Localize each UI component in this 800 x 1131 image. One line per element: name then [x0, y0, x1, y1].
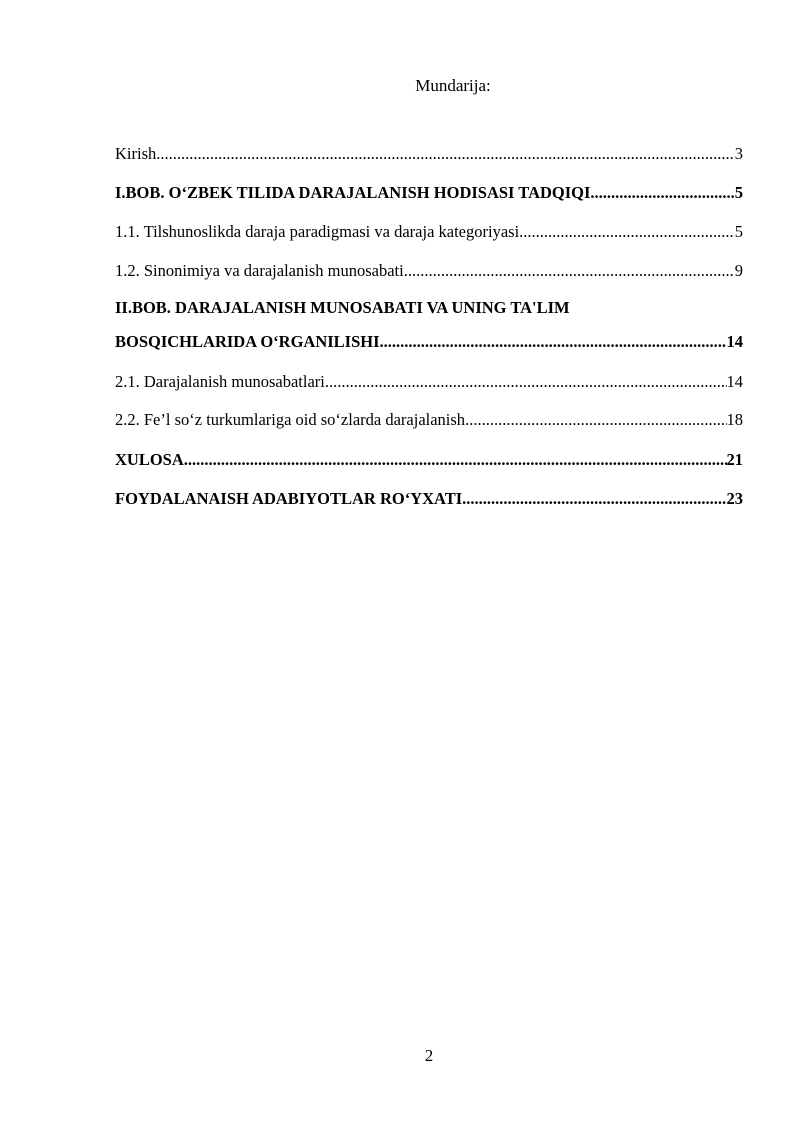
toc-entry-label-line-2-row: [115, 332, 743, 352]
leader-dots: [590, 183, 734, 203]
toc-page-number: 5: [734, 222, 743, 241]
toc-page-number: 14: [726, 332, 743, 351]
toc-entry-section-2-2[interactable]: [115, 410, 743, 430]
toc-entry-kirish[interactable]: [115, 144, 743, 164]
leader-dots: [519, 222, 735, 242]
toc-entry-references[interactable]: [115, 489, 743, 509]
toc-entry-label: 2.2. Fe’l so‘z turkumlariga oid so‘zlarda darajalanish: [115, 410, 466, 429]
toc-entry-label: BOSQICHLARIDA O‘RGANILISHI: [115, 332, 380, 351]
leader-dots: [404, 261, 735, 281]
toc-page-number: 21: [726, 450, 743, 469]
toc-entry-section-2-1[interactable]: [115, 372, 743, 392]
leader-dots: [156, 144, 735, 164]
toc-entry-label: XULOSA: [115, 450, 184, 469]
toc-page-number: 9: [734, 261, 743, 280]
toc-entry-label: 1.1. Tilshunoslikda daraja paradigmasi va daraja kategoriyasi: [115, 222, 520, 241]
toc-entry-label: Kirish: [115, 144, 157, 163]
toc-page-number: 3: [734, 144, 743, 163]
page-title: Mundarija:: [415, 76, 491, 95]
toc-page-number: 23: [726, 489, 743, 508]
toc-entry-label: FOYDALANAISH ADABIYOTLAR RO‘YXATI: [115, 489, 463, 508]
leader-dots: [465, 410, 726, 430]
leader-dots: [462, 489, 726, 509]
toc-entry-section-1-1[interactable]: [115, 222, 743, 242]
toc-entry-label: 2.1. Darajalanish munosabatlari: [115, 372, 325, 391]
toc-entry-label: I.BOB. O‘ZBEK TILIDA DARAJALANISH HODISASI TADQIQI: [115, 183, 591, 202]
toc-entry-chapter-1[interactable]: [115, 183, 743, 203]
leader-dots: [380, 332, 727, 352]
toc-entry-label-line-1: II.BOB. DARAJALANISH MUNOSABATI VA UNING TA'LIM: [115, 298, 570, 317]
page-number: 2: [424, 1046, 434, 1065]
toc-entry-chapter-2[interactable]: [115, 298, 743, 352]
toc-entry-label: 1.2. Sinonimiya va darajalanish munosabati: [115, 261, 404, 280]
toc-entry-conclusion[interactable]: [115, 450, 743, 470]
toc-page-number: 14: [726, 372, 743, 391]
toc-page-number: 18: [726, 410, 743, 429]
leader-dots: [184, 450, 727, 470]
leader-dots: [325, 372, 727, 392]
toc-entry-section-1-2[interactable]: [115, 261, 743, 281]
toc-page-number: 5: [734, 183, 743, 202]
